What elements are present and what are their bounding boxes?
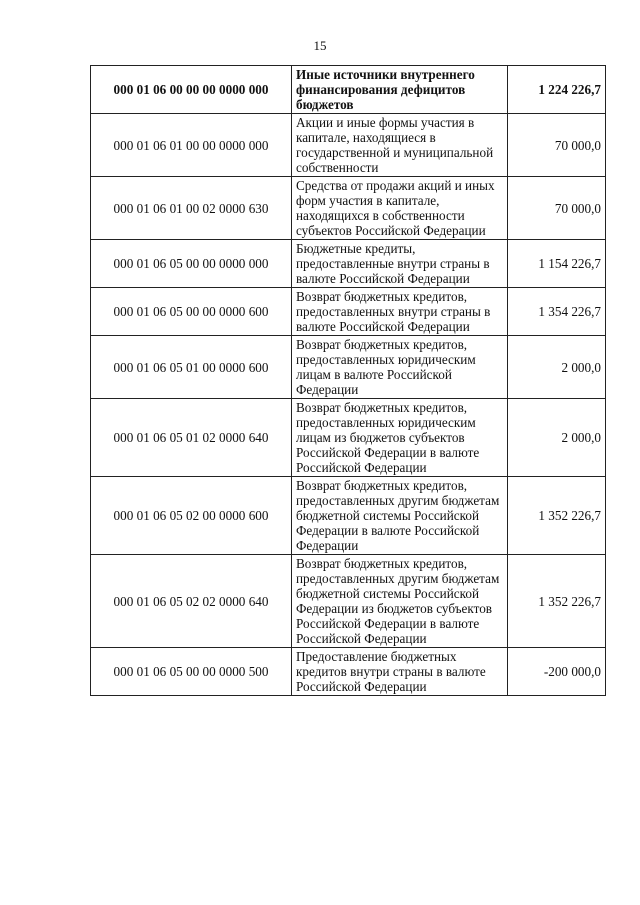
row-code: 000 01 06 05 00 00 0000 000 [91,240,292,288]
row-code: 000 01 06 05 00 00 0000 600 [91,288,292,336]
row-code: 000 01 06 05 01 02 0000 640 [91,399,292,477]
row-code: 000 01 06 01 00 00 0000 000 [91,114,292,177]
row-code: 000 01 06 05 00 00 0000 500 [91,648,292,696]
budget-sources-table [90,65,606,696]
row-amount: 70 000,0 [508,114,606,177]
table-row [91,66,606,114]
page-number: 15 [313,38,327,53]
row-code: 000 01 06 00 00 00 0000 000 [91,66,292,114]
table-body [91,66,606,696]
row-name: Бюджетные кредиты, предоставленные внутри страны в валюте Российской Федерации [292,240,508,288]
row-amount: 1 224 226,7 [508,66,606,114]
row-amount: 1 352 226,7 [508,477,606,555]
row-amount: -200 000,0 [508,648,606,696]
table-row [91,240,606,288]
row-name: Возврат бюджетных кредитов, предоставленных юридическим лицам из бюджетов субъектов Российской Федерации в валюте Российской Федерации [292,399,508,477]
table-row [91,336,606,399]
row-name: Возврат бюджетных кредитов, предоставленных другим бюджетам бюджетной системы Российской Федерации из бюджетов субъектов Российской Федерации в валюте Российской Федерации [292,555,508,648]
row-code: 000 01 06 05 02 02 0000 640 [91,555,292,648]
row-amount: 1 354 226,7 [508,288,606,336]
row-name: Возврат бюджетных кредитов, предоставленных внутри страны в валюте Российской Федерации [292,288,508,336]
row-name: Акции и иные формы участия в капитале, находящиеся в государственной и муниципальной собственности [292,114,508,177]
row-name: Средства от продажи акций и иных форм участия в капитале, находящихся в собственности субъектов Российской Федерации [292,177,508,240]
row-code: 000 01 06 05 01 00 0000 600 [91,336,292,399]
row-name: Возврат бюджетных кредитов, предоставленных другим бюджетам бюджетной системы Российской Федерации в валюте Российской Федерации [292,477,508,555]
table-row [91,399,606,477]
row-amount: 2 000,0 [508,336,606,399]
row-amount: 2 000,0 [508,399,606,477]
row-amount: 1 154 226,7 [508,240,606,288]
row-code: 000 01 06 05 02 00 0000 600 [91,477,292,555]
row-name: Предоставление бюджетных кредитов внутри страны в валюте Российской Федерации [292,648,508,696]
table-row [91,648,606,696]
table-row [91,288,606,336]
table-row [91,477,606,555]
table-row [91,114,606,177]
row-amount: 1 352 226,7 [508,555,606,648]
table-row [91,555,606,648]
row-name: Возврат бюджетных кредитов, предоставленных юридическим лицам в валюте Российской Федерации [292,336,508,399]
table-row [91,177,606,240]
row-amount: 70 000,0 [508,177,606,240]
row-code: 000 01 06 01 00 02 0000 630 [91,177,292,240]
row-name: Иные источники внутреннего финансирования дефицитов бюджетов [292,66,508,114]
